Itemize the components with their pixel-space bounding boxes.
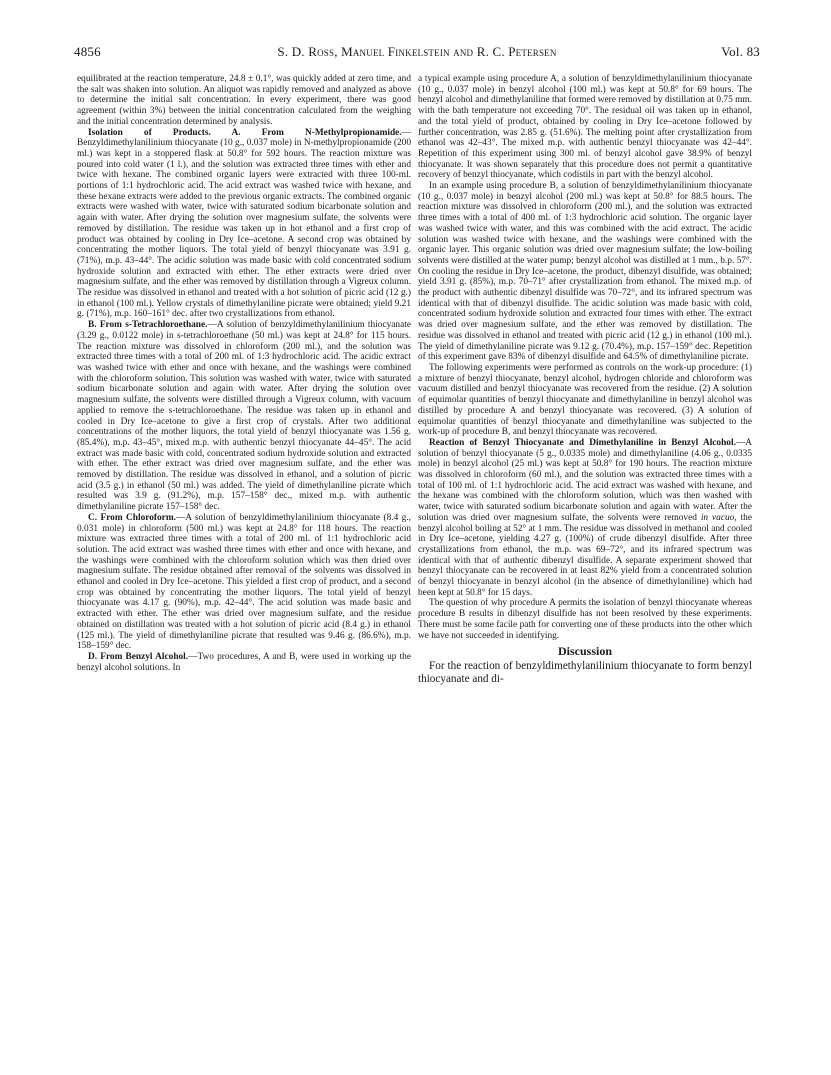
italic-term: in vacuo	[700, 512, 735, 523]
paragraph-text: —A solution of benzyldimethylanilinium thiocyanate (8.4 g., 0.031 mole) in chloroform (500 ml.) was kept at 24.8° for 118 hours. The reaction mixture was extracted three times with a total of 200 ml. of 1:1 hydrochloric acid solution. The acid extract was washed three times with ether and once with hexane, and the washings were combined with the chloroform solution which was then dried over magnesium sulfate. The residue obtained after removal of the solvents was dissolved in ethanol and cooled in Dry Ice–acetone. This yielded a first crop of product, and a second crop was obtained by concentrating the mother liquors. The total yield of benzyl thiocyanate was 4.17 g. (90%), m.p. 42–44°. The acid solution was made basic and extracted with ether. The ether was dried over magnesium sulfate, and the residue obtained on distillation was treated with a hot solution of picric acid (8.4 g.) in ethanol (125 ml.). The yield of dimethylaniline picrate that resulted was 9.46 g. (86.6%), m.p. 158–159° dec.	[77, 512, 411, 652]
paragraph-text: , the benzyl alcohol boiling at 52° at 1 mm. The residue was dissolved in methanol and cooled in Dry Ice–acetone, yielding 4.27 g. (100%) of crude dibenzyl disulfide. After three crystallizations from ethanol, the m.p. was 69–72°, and its infrared spectrum was identical with that of authentic dibenzyl disulfide. A separate experiment showed that benzyl thiocyanate can be recovered in at least 82% yield from a concentrated solution of benzyl thiocyanate in benzyl alcohol (in the absence of dimethylaniline) which had been kept at 50.8° for 15 days.	[418, 512, 752, 598]
page-number: 4856	[74, 44, 101, 59]
paragraph-text: —A solution of benzyldimethylanilinium thiocyanate (3.29 g., 0.0122 mole) in s-tetrachloroethane (50 ml.) was kept at 24.8° for 115 hours. The reaction mixture was dissolved in chloroform (200 ml.), and the solution was extracted three times with a total of 200 ml. of 1:3 hydrochloric acid. The acidic extract was washed twice with ether and once with hexane, and the washings were combined with the chloroform solution. This solution was washed with water, twice with saturated sodium bicarbonate solution and again with water. After drying the solution over magnesium sulfate, the solvents were distilled through a Vigreux column, with vacuum applied to remove the s-tetrachloroethane. The residue was taken up in ethanol and cooled in Dry Ice–acetone to give a first crop of crystals. After two additional concentrations of the mother liquors, the total yield of benzyl thiocyanate was 1.56 g. (85.4%), m.p. 43–45°, mixed m.p. with authentic benzyl thiocyanate 44–45°. The acid extract was made basic with cold, concentrated sodium hydroxide solution and extracted with ether. The ether extract was dried over magnesium sulfate, and the ether was removed by distillation. The residue was dissolved in ethanol, and a solution of picric acid (3.5 g.) in ethanol (50 ml.) was added. The yield of dimethylaniline picrate which resulted was 3.9 g. (91.2%), m.p. 157–158° dec., mixed m.p. with authentic dimethylaniline picrate 157–158° dec.	[77, 320, 411, 513]
paragraph: In an example using procedure B, a solution of benzyldimethylanilinium thiocyanate (10 g., 0.037 mole) in benzyl alcohol (200 ml.) was kept at 50.8° for 88.5 hours. The reaction mixture was dissolved in chloroform (200 ml.), and the solution was extracted three times with a total of 400 ml. of 1:3 hydrochloric acid solution. The organic layer was washed twice with water, and this was combined with the acid extract. The acidic solution was washed twice with hexane, and the washings were combined with the organic layer. This organic solution was dried over magnesium sulfate; the low-boiling solvents were distilled at the water pump; benzyl alcohol was distilled at 1 mm., b.p. 57°. On cooling the residue in Dry Ice–acetone, the product, dibenzyl disulfide, was obtained; yield 3.91 g. (85%), m.p. 70–71° after crystallization from ethanol. The mixed m.p. of the product with authentic dibenzyl disulfide was 70–72°, and its infrared spectrum was identical with that of dibenzyl disulfide. The acidic solution was made basic with cold, concentrated sodium hydroxide solution and extracted four times with ether. The extract was dried over magnesium sulfate, and the ether was removed by distillation. The residue was dissolved in ethanol and treated with picric acid (12 g.) in ethanol (100 ml.). The yield of dimethylaniline picrate was 9.12 g. (70.4%), m.p. 157–159° dec. Repetition of this experiment gave 83% of dibenzyl disulfide and 64.5% of dimethylaniline picrate.	[418, 181, 752, 363]
paragraph	[77, 320, 411, 513]
left-column	[77, 74, 411, 673]
running-header	[74, 44, 760, 62]
section-heading: C. From Chloroform.	[88, 512, 176, 523]
paragraph-text: —Two procedures, A and B, were used in working up the benzyl alcohol solutions. In	[77, 651, 412, 673]
paragraph: The following experiments were performed as controls on the work-up procedure: (1) a mixture of benzyl thiocyanate, benzyl alcohol, hydrogen chloride and chloroform was vacuum distilled and benzyl thiocyanate was recovered from the residue. (2) A solution of equimolar quantities of benzyl thiocyanate and dimethylaniline in benzyl alcohol was distilled by procedure A and benzyl thiocyanate was recovered. (3) A solution of equimolar quantities of benzyl thiocyanate and dimethylaniline was subjected to the work-up of procedure B, and benzyl thiocyanate was recovered.	[418, 362, 752, 438]
paragraph	[77, 652, 411, 673]
section-heading: Reaction of Benzyl Thiocyanate and Dimethylaniline in Benzyl Alcohol.	[429, 437, 736, 448]
discussion-paragraph: For the reaction of benzyldimethylanilinium thiocyanate to form benzyl thiocyanate and di-	[418, 660, 752, 686]
right-column	[418, 74, 752, 687]
section-heading: D. From Benzyl Alcohol.	[88, 651, 189, 662]
paragraph: equilibrated at the reaction temperature, 24.8 ± 0.1°, was quickly added at zero time, and the salt was shaken into solution. An aliquot was rapidly removed and analyzed as above to determine the initial salt concentration. In every experiment, there was good agreement (within 3%) between the initial concentration calculated from the weighing and the initial concentration determined by analysis.	[77, 74, 411, 127]
paragraph	[418, 438, 752, 599]
paragraph	[77, 513, 411, 652]
discussion-heading: Discussion	[557, 644, 613, 659]
paragraph: The question of why procedure A permits the isolation of benzyl thiocyanate whereas procedure B results in dibenzyl disulfide has not been resolved by these experiments. There must be some facile path for converting one of these products into the other which we have not succeeded in identifying.	[418, 598, 752, 641]
author-line: S. D. Ross, Manuel Finkelstein and R. C. Petersen	[277, 44, 557, 59]
volume-number: Vol. 83	[721, 44, 760, 59]
paragraph	[77, 128, 411, 321]
paragraph-text: —A solution of benzyl thiocyanate (5 g., 0.0335 mole) and dimethylaniline (4.06 g., 0.0335 mole) in benzyl alcohol (25 ml.) was kept at 50.8° for 190 hours. The reaction mixture was dissolved in chloroform (60 ml.), and the solution was extracted three times with a total of 100 ml. of 1:1 hydrochloric acid. The acid extract was washed with hexane, and the hexane was combined with the chloroform solution, which was then washed with water, twice with saturated sodium bicarbonate solution and again with water. After the solution was dried over magnesium sulfate, the solvents were removed	[418, 437, 752, 523]
section-heading: Isolation of Products. A. From N-Methylpropionamide.	[88, 127, 402, 138]
paragraph: a typical example using procedure A, a solution of benzyldimethylanilinium thiocyanate (10 g., 0.037 mole) in benzyl alcohol (100 ml.) was kept at 50.8° for 69 hours. The benzyl alcohol and dimethylaniline that formed were removed by distillation at 0.75 mm. with the bath temperature not exceeding 70°. The residual oil was taken up in ethanol, and the total yield of product, obtained by cooling in Dry Ice–acetone followed by further concentration, was 2.85 g. (51.6%). The melting point after crystallization from ethanol was 42–43°. The mixed m.p. with authentic benzyl thiocyanate was 42–44°. Repetition of this experiment using 300 ml. of benzyl alcohol gave 38.9% of benzyl thiocyanate. It was shown separately that this procedure does not permit a quantitative recovery of benzyl thiocyanate, which codistils in part with the benzyl alcohol.	[418, 74, 752, 181]
section-heading: B. From s-Tetrachloroethane.	[88, 320, 208, 331]
paragraph-text: —Benzyldimethylanilinium thiocyanate (10 g., 0.037 mole) in N-methylpropionamide (200 ml.) was kept in a stoppered flask at 50.8° for 592 hours. The reaction mixture was poured into cold water (1 l.), and the solution was extracted three times with ether and twice with hexane. The combined organic layers were extracted with three 100-ml. portions of 1:1 hydrochloric acid. The acid extract was washed twice with hexane, and these hexane extracts were added to the previous organic extracts. The combined organic extracts were washed with water, twice with saturated sodium bicarbonate solution and again with water. After drying the solution over magnesium sulfate, the solvents were removed by distillation. The residue was taken up in hot ethanol and a first crop of product was obtained by cooling in Dry Ice–acetone. A second crop was obtained by concentrating the mother liquors. The total yield of benzyl thiocyanate was 3.91 g. (71%), m.p. 43–44°. The acidic solution was made basic with cold concentrated sodium hydroxide solution and extracted with ether. The ether extracts were dried over magnesium sulfate, and the ether was removed by distillation through a Vigreux column. The residue was dissolved in ethanol and treated with a hot solution of picric acid (12 g.) in ethanol (100 ml.). Yellow crystals of dimethylaniline picrate were obtained; yield 9.21 g. (71%), m.p. 160–161° dec. after two crystallizations from ethanol.	[77, 127, 411, 320]
